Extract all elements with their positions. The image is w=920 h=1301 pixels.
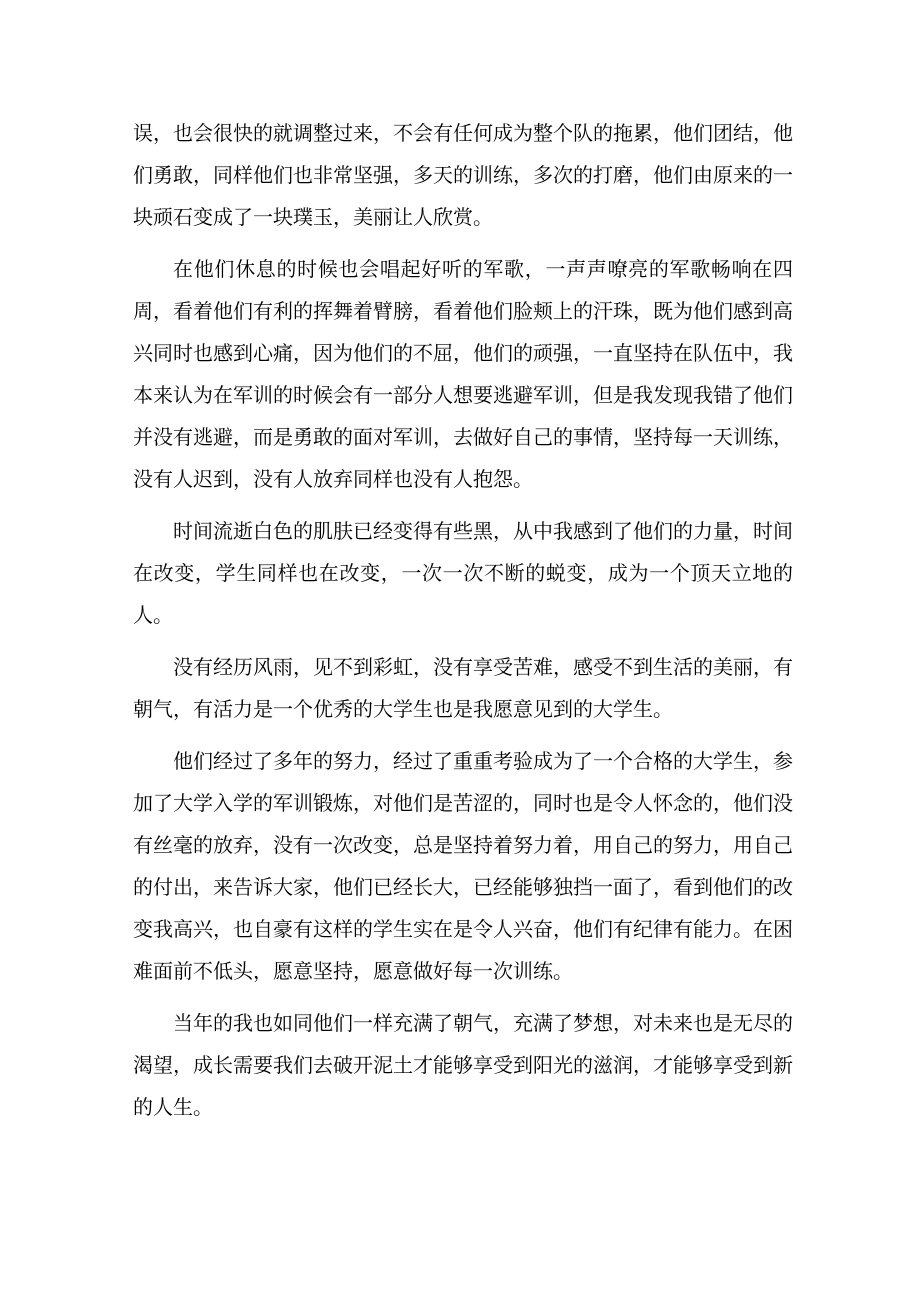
paragraph-5: 他们经过了多年的努力，经过了重重考验成为了一个合格的大学生，参加了大学入学的军训锻炼，对他们是苦涩的，同时也是令人怀念的，他们没有丝毫的放弃，没有一次改变，总是坚持着努力着，用自己的努力，用自己的付出，来告诉大家，他们已经长大，已经能够独挡一面了，看到他们的改变我高兴，也自豪有这样的学生实在是令人兴奋，他们有纪律有能力。在困难面前不低头，愿意坚持，愿意做好每一次训练。 bbox=[133, 749, 793, 983]
paragraph-3: 时间流逝白色的肌肤已经变得有些黑，从中我感到了他们的力量，时间在改变，学生同样也在改变，一次一次不断的蜕变，成为一个顶天立地的人。 bbox=[133, 519, 793, 627]
paragraph-2: 在他们休息的时候也会唱起好听的军歌，一声声嘹亮的军歌畅响在四周，看着他们有利的挥舞着臂膀，看着他们脸颊上的汗珠，既为他们感到高兴同时也感到心痛，因为他们的不屈，他们的顽强，一直坚持在队伍中，我本来认为在军训的时候会有一部分人想要逃避军训，但是我发现我错了他们并没有逃避，而是勇敢的面对军训，去做好自己的事情，坚持每一天训练，没有人迟到，没有人放弃同样也没有人抱怨。 bbox=[133, 257, 793, 491]
paragraph-6: 当年的我也如同他们一样充满了朝气，充满了梦想，对未来也是无尽的渴望，成长需要我们去破开泥土才能够享受到阳光的滋润，才能够享受到新的人生。 bbox=[133, 1011, 793, 1119]
paragraph-1: 误，也会很快的就调整过来，不会有任何成为整个队的拖累，他们团结，他们勇敢，同样他们也非常坚强，多天的训练，多次的打磨，他们由原来的一块顽石变成了一块璞玉，美丽让人欣赏。 bbox=[133, 121, 793, 229]
paragraph-4: 没有经历风雨，见不到彩虹，没有享受苦难，感受不到生活的美丽，有朝气，有活力是一个优秀的大学生也是我愿意见到的大学生。 bbox=[133, 655, 793, 721]
document-body bbox=[133, 112, 793, 1138]
